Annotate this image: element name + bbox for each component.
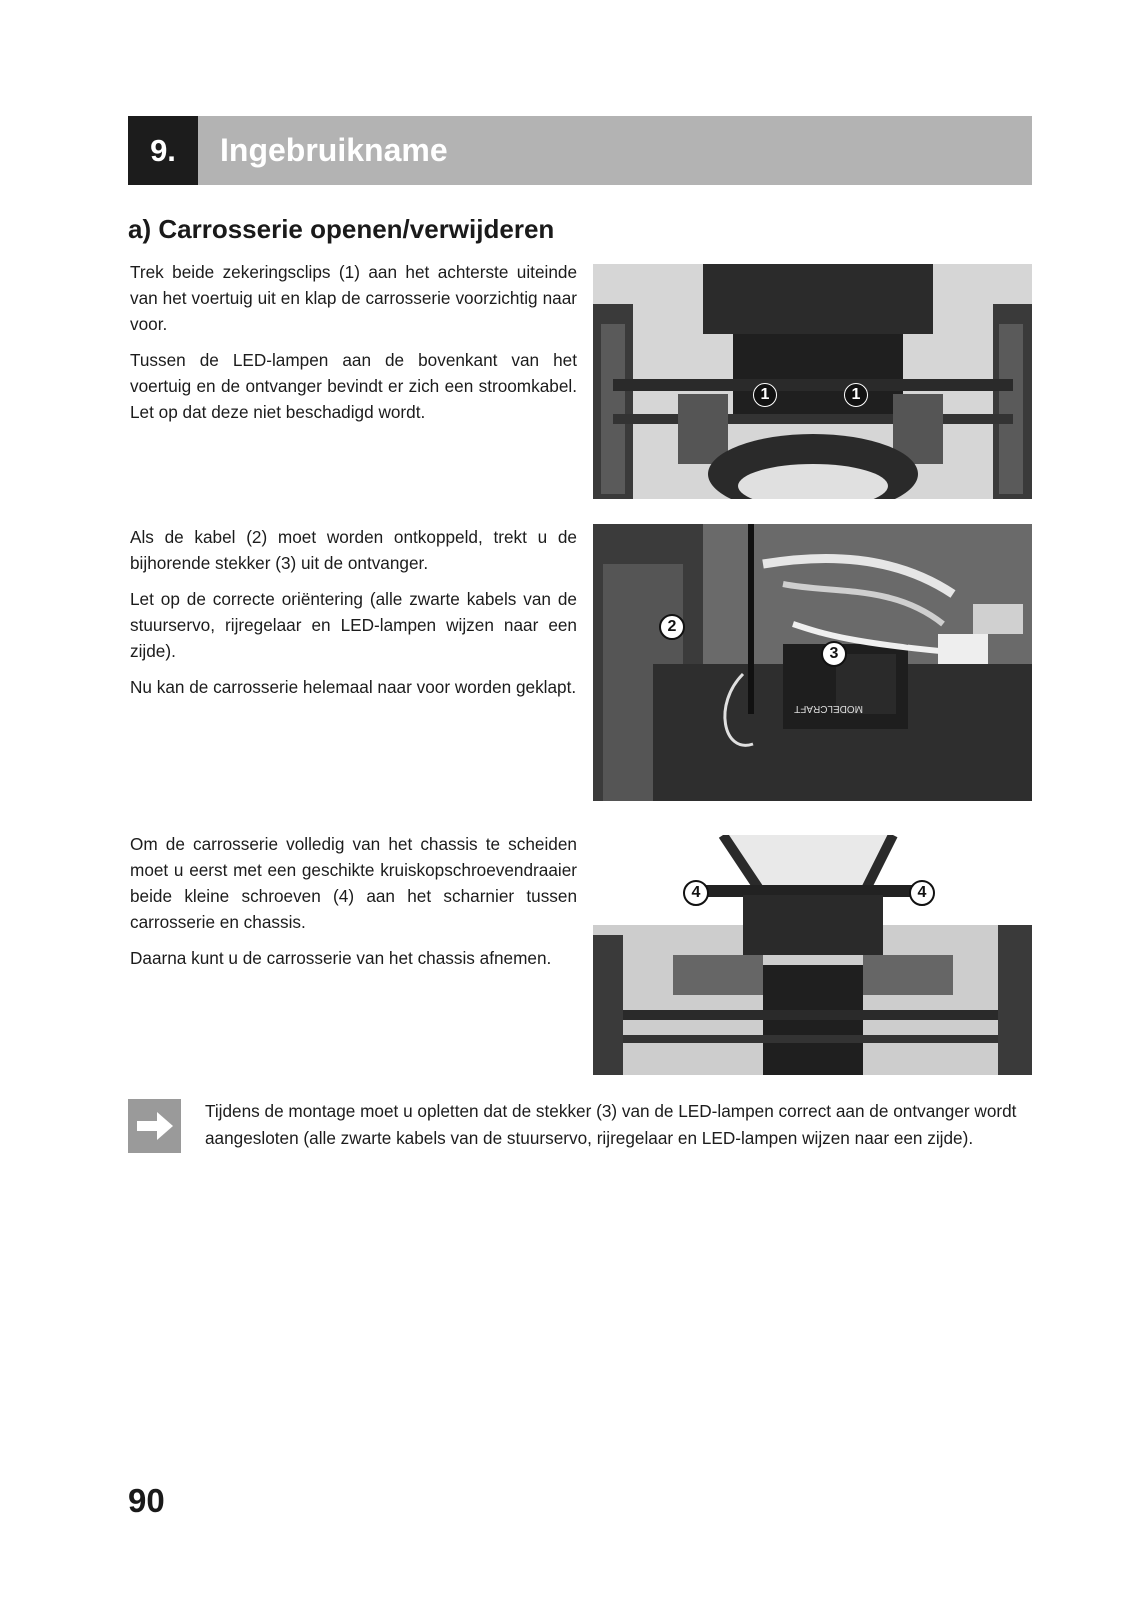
paragraph: Tussen de LED-lampen aan de bovenkant van het voertuig en de ontvanger bevindt er zich een stroomkabel. Let op dat deze niet beschadigd wordt. xyxy=(130,350,577,422)
callout-2: 2 xyxy=(659,614,685,640)
photo-hinge-screws xyxy=(593,835,1032,1075)
photo-receiver-connectors xyxy=(593,524,1032,801)
photo-receiver-illustration xyxy=(593,524,1032,801)
callout-1-left: 1 xyxy=(753,383,777,407)
note-text: Tijdens de montage moet u opletten dat de stekker (3) van de LED-lampen correct aan de ontvanger wordt aangesloten (alle zwarte kabels van de stuurservo, rijregelaar en LED-lampen wijzen naar een zijde). xyxy=(205,1101,1017,1148)
receiver-brand-label: MODELCRAFT xyxy=(794,703,863,714)
arrow-right-icon xyxy=(128,1099,181,1153)
section-header-band xyxy=(128,116,1032,185)
paragraph: Om de carrosserie volledig van het chassis te scheiden moet u eerst met een geschikte kruiskopschroevendraaier beide kleine schroeven (4) aan het scharnier tussen carrosserie en chassis. xyxy=(130,834,577,932)
callout-1-right: 1 xyxy=(844,383,868,407)
paragraph: Als de kabel (2) moet worden ontkoppeld, trekt u de bijhorende stekker (3) uit de ontvanger. xyxy=(130,527,577,573)
callout-4-right: 4 xyxy=(909,880,935,906)
text-block-2 xyxy=(130,524,577,710)
callout-3: 3 xyxy=(821,641,847,667)
paragraph: Trek beide zekeringsclips (1) aan het achterste uiteinde van het voertuig uit en klap de carrosserie voorzichtig naar voor. xyxy=(130,262,577,334)
paragraph: Nu kan de carrosserie helemaal naar voor worden geklapt. xyxy=(130,677,577,697)
photo-rear-chassis-illustration xyxy=(593,264,1032,499)
paragraph: Let op de correcte oriëntering (alle zwarte kabels van de stuurservo, rijregelaar en LED-lampen wijzen naar een zijde). xyxy=(130,589,577,661)
text-block-3 xyxy=(130,831,577,981)
callout-4-left: 4 xyxy=(683,880,709,906)
text-block-1 xyxy=(130,259,577,435)
section-title: a) Carrosserie openen/verwijderen xyxy=(128,214,555,244)
chapter-title: Ingebruikname xyxy=(220,132,448,168)
photo-hinge-illustration xyxy=(593,835,1032,1075)
photo-rear-chassis-clips xyxy=(593,264,1032,499)
chapter-number: 9. xyxy=(128,116,198,185)
page-number: 90 xyxy=(128,1482,165,1519)
paragraph: Daarna kunt u de carrosserie van het chassis afnemen. xyxy=(130,948,552,968)
note-arrow-box xyxy=(128,1099,181,1153)
